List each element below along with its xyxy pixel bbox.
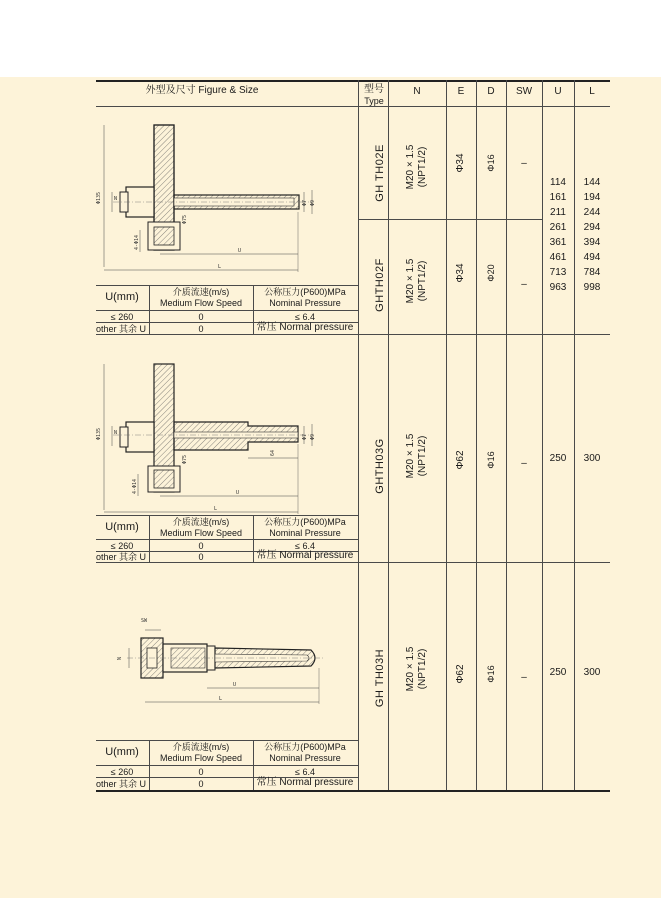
flow-r1-u: ≤ 260: [110, 767, 134, 777]
flow-r1-u: ≤ 260: [110, 541, 134, 551]
header-col-d: D: [487, 86, 495, 97]
l-value: 784: [583, 267, 601, 278]
pressure-cn: 公称压力(P600)MPa: [264, 742, 346, 752]
n-npt: (NPT1/2): [417, 146, 428, 188]
dim-u: U: [233, 682, 237, 688]
model-gh-th03h: GH TH03H: [374, 648, 386, 708]
flow-speed-cn: 介质流速(m/s): [172, 517, 230, 527]
pressure-cn: 公称压力(P600)MPa: [264, 517, 346, 527]
dim-u: U: [238, 248, 242, 254]
dim-phi75: Φ75: [182, 214, 188, 224]
dim-n: N: [114, 196, 118, 202]
dim-l: L: [219, 696, 223, 702]
l-value: 394: [583, 237, 601, 248]
l-values-list: [577, 175, 607, 295]
flow-r1-speed: 0: [198, 767, 204, 777]
n-npt: (NPT1/2): [417, 260, 428, 302]
dim-phi9: Φ9: [310, 199, 316, 206]
col-sep-type: [358, 80, 359, 790]
flow-r2-u: other 其余 U: [96, 552, 147, 562]
col-sep-l: [574, 80, 575, 790]
u-value: 461: [549, 252, 567, 263]
l-value: 294: [583, 222, 601, 233]
dim-phi9: Φ9: [310, 433, 316, 440]
flow-r2-speed: 0: [198, 552, 204, 562]
row-sep-group1: [96, 334, 610, 335]
u-value: 261: [549, 222, 567, 233]
col-sep-d: [476, 80, 477, 790]
dim-l: L: [218, 264, 222, 270]
drawing-threaded-thermowell-th03h: [115, 610, 335, 710]
row-sep-02e-02f: [358, 219, 542, 220]
header-col-u: U: [554, 86, 562, 97]
header-bottom-rule: [96, 106, 610, 107]
dim-n: N: [117, 656, 123, 660]
flow-sep: [253, 285, 254, 334]
n-npt: (NPT1/2): [417, 435, 428, 477]
u-values-list: [543, 175, 573, 295]
dim-n: N: [114, 430, 118, 436]
dim-phi7: Φ7: [302, 199, 308, 206]
e-cell-th03h: Φ62: [455, 664, 466, 684]
flow-r1-pressure: ≤ 6.4: [295, 541, 315, 551]
flow-rule: [96, 310, 358, 311]
flow-speed-en: Medium Flow Speed: [159, 753, 243, 763]
flow-sep: [253, 740, 254, 790]
pressure-en: Nominal Pressure: [269, 528, 341, 538]
n-cell-th02e: [405, 145, 429, 190]
drawing-flange-thermowell-th02: [98, 112, 338, 282]
n-thread: M20 × 1.5: [405, 144, 416, 190]
l-value: 244: [583, 207, 601, 218]
flow-rule: [96, 765, 358, 766]
flow-r2-speed: 0: [198, 779, 204, 789]
dim-phi135: Φ135: [96, 191, 102, 204]
flow-r2-pressure: 常压 Normal pressure: [256, 777, 354, 788]
n-thread: M20 × 1.5: [405, 258, 416, 304]
l-value: 194: [583, 192, 601, 203]
dim-sw: SW: [141, 618, 148, 624]
d-cell-th02f: Φ20: [486, 264, 496, 282]
pressure-en: Nominal Pressure: [269, 298, 341, 308]
dim-bolt-holes: 4-Φ14: [132, 478, 138, 494]
header-col-e: E: [457, 86, 465, 97]
u-cell-th03g: 250: [549, 453, 567, 464]
flow-sep: [149, 740, 150, 790]
e-cell-th02f: Φ34: [455, 263, 466, 283]
drawing-flange-thermowell-th03g: [98, 360, 338, 520]
flow-u-label: U(mm): [105, 291, 139, 303]
sw-cell-th02f: –: [521, 279, 527, 290]
flow-u-label: U(mm): [105, 521, 139, 533]
sw-cell-th03g: –: [521, 458, 527, 469]
flow-r1-pressure: ≤ 6.4: [295, 312, 315, 322]
dim-bolt-holes: 4-Φ14: [134, 234, 140, 250]
header-type-en: Type: [364, 96, 384, 106]
header-col-sw: SW: [515, 86, 533, 97]
dim-l: L: [214, 506, 218, 512]
col-sep-e: [446, 80, 447, 790]
d-cell-th02e: Φ16: [486, 154, 496, 172]
e-cell-th02e: Φ34: [455, 153, 466, 173]
flow-speed-en: Medium Flow Speed: [159, 528, 243, 538]
n-cell-th03g: [405, 434, 429, 479]
n-cell-th03h: [405, 647, 429, 692]
header-figure-size: 外型及尺寸 Figure & Size: [145, 85, 259, 96]
flow-speed-cn: 介质流速(m/s): [172, 742, 230, 752]
n-thread: M20 × 1.5: [405, 433, 416, 479]
flow-r2-pressure: 常压 Normal pressure: [256, 322, 354, 333]
l-value: 144: [583, 177, 601, 188]
dim-phi75: Φ75: [182, 454, 188, 464]
flow-speed-cn: 介质流速(m/s): [172, 287, 230, 297]
dim-phi135: Φ135: [96, 427, 102, 440]
u-cell-th03h: 250: [549, 667, 567, 678]
flow-r1-speed: 0: [198, 541, 204, 551]
u-value: 114: [550, 177, 566, 188]
model-gh-th02f: GHTH02F: [374, 258, 386, 312]
n-cell-th02f: [405, 259, 429, 304]
table-top-rule: [96, 80, 610, 82]
flow-r2-pressure: 常压 Normal pressure: [256, 550, 354, 561]
sw-cell-th03h: –: [521, 672, 527, 683]
flow-rule: [96, 539, 358, 540]
flow-sep: [253, 515, 254, 562]
n-npt: (NPT1/2): [417, 648, 428, 690]
row-sep-group2: [96, 562, 610, 563]
flow-r1-speed: 0: [198, 312, 204, 322]
model-gh-th02e: GH TH02E: [374, 144, 386, 202]
e-cell-th03g: Φ62: [455, 450, 466, 470]
header-col-n: N: [413, 86, 421, 97]
flow-r2-u: other 其余 U: [96, 779, 147, 789]
dim-u: U: [236, 490, 240, 496]
n-thread: M20 × 1.5: [405, 646, 416, 692]
u-value: 361: [549, 237, 567, 248]
dim-64: 64: [270, 449, 276, 456]
u-value: 161: [549, 192, 567, 203]
flow-sep: [149, 285, 150, 334]
col-sep-sw: [506, 80, 507, 790]
l-cell-th03h: 300: [583, 667, 601, 678]
u-value: 713: [549, 267, 567, 278]
model-gh-th03g: GHTH03G: [374, 438, 386, 494]
flow-r2-u: other 其余 U: [96, 324, 147, 334]
pressure-cn: 公称压力(P600)MPa: [264, 287, 346, 297]
dim-phi7: Φ7: [302, 433, 308, 440]
flow-u-label: U(mm): [105, 746, 139, 758]
header-col-l: L: [589, 86, 595, 97]
flow-sep: [149, 515, 150, 562]
flow-r2-speed: 0: [198, 324, 204, 334]
table-bottom-rule: [96, 790, 610, 792]
l-cell-th03g: 300: [583, 453, 601, 464]
flow-r1-pressure: ≤ 6.4: [295, 767, 315, 777]
flow-r1-u: ≤ 260: [110, 312, 134, 322]
d-cell-th03g: Φ16: [486, 451, 496, 469]
d-cell-th03h: Φ16: [486, 665, 496, 683]
col-sep-n: [388, 80, 389, 790]
l-value: 494: [583, 252, 601, 263]
pressure-en: Nominal Pressure: [269, 753, 341, 763]
u-value: 963: [549, 282, 567, 293]
header-type-cn: 型号: [364, 84, 384, 95]
flow-speed-en: Medium Flow Speed: [159, 298, 243, 308]
sw-cell-th02e: –: [521, 158, 527, 169]
l-value: 998: [583, 282, 601, 293]
u-value: 211: [550, 207, 566, 218]
